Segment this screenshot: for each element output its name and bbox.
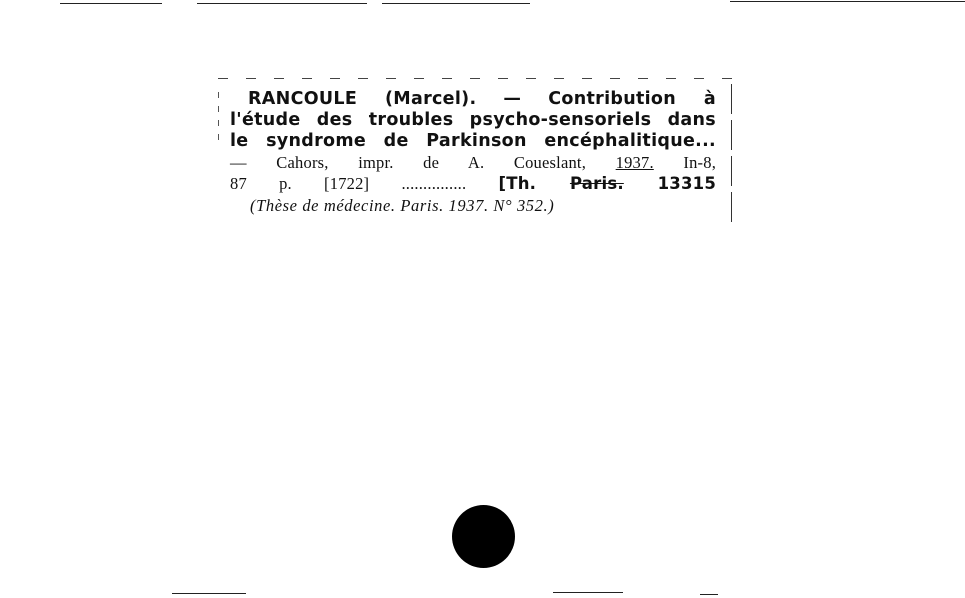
leader-dots: ............... xyxy=(401,174,467,193)
title-part-1: Contribution à xyxy=(548,89,716,109)
author-name: RANCOULE (Marcel). xyxy=(248,89,477,109)
shelfmark-prefix: [Th. xyxy=(498,174,537,193)
title-part-3: le syndrome de Parkinson encéphalitique... xyxy=(230,131,716,151)
entry-line-4 xyxy=(230,152,716,173)
scan-edge-bottom-3 xyxy=(700,594,718,595)
card-frame-right xyxy=(731,84,732,228)
thesis-note: (Thèse de médecine. Paris. 1937. N° 352.) xyxy=(250,196,555,215)
call-number: [1722] xyxy=(324,174,370,193)
catalog-entry xyxy=(230,89,716,216)
punch-hole xyxy=(452,505,515,568)
shelfmark xyxy=(499,174,717,193)
scan-edge-top-2 xyxy=(197,3,367,4)
card-frame-left xyxy=(218,92,219,142)
title-dash: — xyxy=(503,89,522,109)
scan-edge-bottom-1 xyxy=(172,593,246,594)
title-part-2: l'étude des troubles psycho-sensoriels dans xyxy=(230,110,716,130)
shelfmark-number: 13315 xyxy=(657,174,717,193)
imprint-year: 1937. xyxy=(615,153,654,172)
pagination: 87 p. xyxy=(230,174,292,193)
imprint-place: — Cahors, impr. de A. Coueslant, xyxy=(230,153,587,172)
entry-line-1 xyxy=(230,89,716,110)
scan-edge-top-4 xyxy=(730,1,965,2)
shelfmark-city: Paris. xyxy=(569,174,624,193)
entry-line-5 xyxy=(230,173,716,194)
entry-line-2 xyxy=(230,110,716,131)
card-frame-top xyxy=(218,78,732,79)
scan-edge-bottom-2 xyxy=(553,592,623,593)
scan-edge-top-1 xyxy=(60,3,162,4)
scan-edge-top-3 xyxy=(382,3,530,4)
entry-line-3 xyxy=(230,131,716,152)
imprint-format: In-8, xyxy=(683,153,717,172)
